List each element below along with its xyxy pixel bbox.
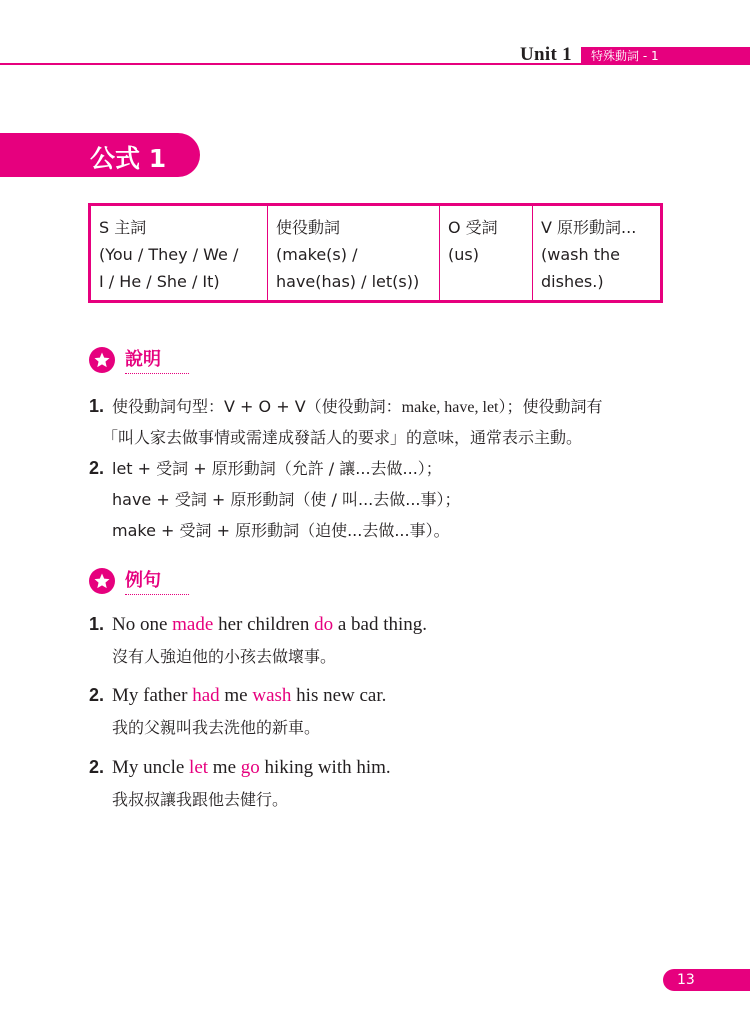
example-chinese: 沒有人強迫他的小孩去做壞事。 bbox=[112, 647, 337, 666]
explanation-heading bbox=[89, 345, 189, 374]
item-number: 1. bbox=[89, 396, 105, 416]
explanation-line: make + 受詞 + 原形動詞（迫使...去做...事）。 bbox=[112, 521, 450, 540]
formula-banner bbox=[0, 133, 200, 177]
item-number: 2. bbox=[89, 458, 105, 478]
example-chinese: 我的父親叫我去洗他的新車。 bbox=[112, 718, 321, 737]
item-number: 2. bbox=[89, 685, 105, 705]
examples-title: 例句 bbox=[125, 566, 189, 595]
example-english: No one made her children do a bad thing. bbox=[112, 614, 428, 635]
explanation-line: 「叫人家去做事情或需達成發話人的要求」的意味，通常表示主動。 bbox=[102, 428, 583, 447]
causative-verb-cell: 使役動詞 (make(s) / have(has) / let(s)) bbox=[267, 206, 439, 300]
unit-label: Unit 1 bbox=[520, 44, 572, 65]
explanation-line: let + 受詞 + 原形動詞（允許 / 讓...去做...）； bbox=[112, 459, 442, 478]
example-chinese: 我叔叔讓我跟他去健行。 bbox=[112, 790, 289, 809]
explanation-line: 使役動詞句型：V + O + V（使役動詞：make, have, let）；使役動詞有 bbox=[112, 397, 603, 416]
subject-cell: S 主詞 (You / They / We / I / He / She / It) bbox=[99, 218, 239, 291]
chapter-tab: 特殊動詞 - 1 bbox=[581, 47, 750, 65]
example-english: My father had me wash his new car. bbox=[112, 685, 387, 706]
star-icon bbox=[89, 347, 115, 373]
star-icon bbox=[89, 568, 115, 594]
base-verb-cell: V 原形動詞... (wash the dishes.) bbox=[532, 206, 660, 300]
examples-heading bbox=[89, 566, 189, 595]
formula-title: 公式 1 bbox=[90, 144, 167, 173]
item-number: 1. bbox=[89, 614, 105, 634]
item-number: 2. bbox=[89, 757, 105, 777]
formula-table bbox=[88, 203, 663, 303]
explanation-line: have + 受詞 + 原形動詞（使 / 叫...去做...事）； bbox=[112, 490, 461, 509]
explanation-title: 說明 bbox=[125, 345, 189, 374]
example-english: My uncle let me go hiking with him. bbox=[112, 757, 391, 778]
page-number: 13 bbox=[663, 969, 750, 991]
object-cell: O 受詞 (us) bbox=[439, 206, 532, 300]
